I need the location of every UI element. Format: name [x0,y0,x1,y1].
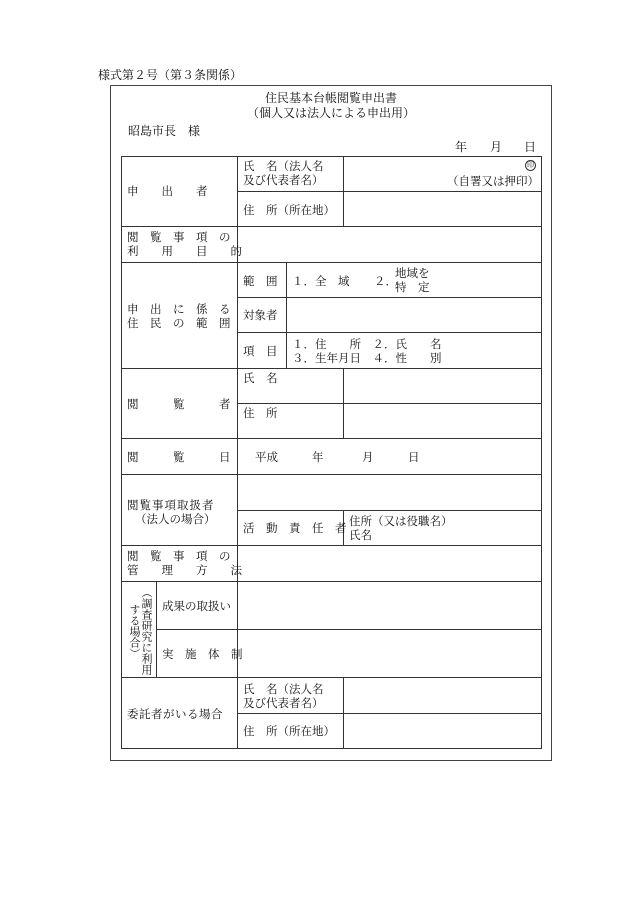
items-label: 項 目 [243,344,278,358]
applicant-address-field[interactable] [345,193,539,225]
date-day-label: 日 [524,140,537,154]
addressee: 昭島市長 様 [128,124,201,138]
date-year-label: 年 [455,140,468,154]
viewer-name-label: 氏 名 [243,371,278,385]
delegate-address-label: 住 所（所在地） [243,724,335,738]
applicant-label: 申 出 者 [127,184,208,198]
viewing-date-month: 月 [362,450,374,464]
delegate-name-label-1: 氏 名（法人名 [243,682,324,696]
manager-name-label: 氏名 [349,528,372,542]
scope-label-1: 申 出 に 係 る [127,302,231,316]
range-option-area-line1[interactable]: 地域を [395,266,430,280]
delegate-label: 委託者がいる場合 [127,707,223,721]
form-subtitle: （個人又は法人による申出用） [246,106,415,120]
range-option-area-number[interactable]: ２． [374,274,397,288]
handler-field[interactable] [239,476,539,509]
research-vertical-label-a [124,585,153,680]
range-option-area-line2[interactable]: 特 定 [395,280,430,294]
management-label-2: 管 理 方 法 [127,563,242,577]
range-label: 範 囲 [243,274,278,288]
research-vertical-label: （調査研究に利用する場合） [128,587,153,675]
results-handling-label: 成果の取扱い [162,599,231,613]
management-field[interactable] [239,547,539,580]
activity-manager-label: 活 動 責 任 者 [243,521,347,535]
implementation-system-field[interactable] [239,631,539,676]
target-field[interactable] [288,299,539,331]
viewing-date-label: 閲 覧 日 [127,450,231,464]
range-option-all[interactable]: １．全 域 [292,274,350,288]
items-options-line2[interactable]: ３．生年月日 ４．性 別 [292,351,442,365]
items-options-line1[interactable]: １．住 所 ２．氏 名 [292,337,442,351]
viewer-label: 閲 覧 者 [127,397,231,411]
management-label-1: 閲 覧 事 項 の [127,549,231,563]
purpose-label-2: 利 用 目 的 [127,244,242,258]
viewing-date-era: 平成 [255,450,278,464]
seal-icon: 印 [527,161,534,169]
results-handling-field[interactable] [239,583,539,628]
viewing-date-day: 日 [408,450,420,464]
handler-label-2: （法人の場合） [135,512,216,526]
delegate-name-label-2: 及び代表者名） [243,696,324,710]
viewer-address-field[interactable] [345,405,539,437]
target-label: 対象者 [243,308,278,322]
manager-address-label: 住所（又は役職名） [349,514,453,528]
delegate-name-field[interactable] [345,679,539,712]
purpose-field[interactable] [239,228,539,261]
handler-label-1: 閲覧事項取扱者 [127,498,215,512]
purpose-label-1: 閲 覧 事 項 の [127,230,231,244]
form-number-label: 様式第２号（第３条関係） [98,68,243,82]
viewer-address-label: 住 所 [243,406,278,420]
implementation-system-label: 実 施 体 制 [162,647,243,661]
delegate-address-field[interactable] [345,715,539,747]
scope-label-2: 住 民 の 範 囲 [127,316,231,330]
applicant-name-label-2: 及び代表者名） [243,173,324,187]
seal-note: （自署又は押印） [447,174,539,188]
form-title: 住民基本台帳閲覧申出書 [264,91,397,105]
applicant-address-label: 住 所（所在地） [243,203,335,217]
applicant-name-label-1: 氏 名（法人名 [243,159,324,173]
viewing-date-year: 年 [312,450,324,464]
viewer-name-field[interactable] [345,370,539,402]
date-month-label: 月 [490,140,503,154]
